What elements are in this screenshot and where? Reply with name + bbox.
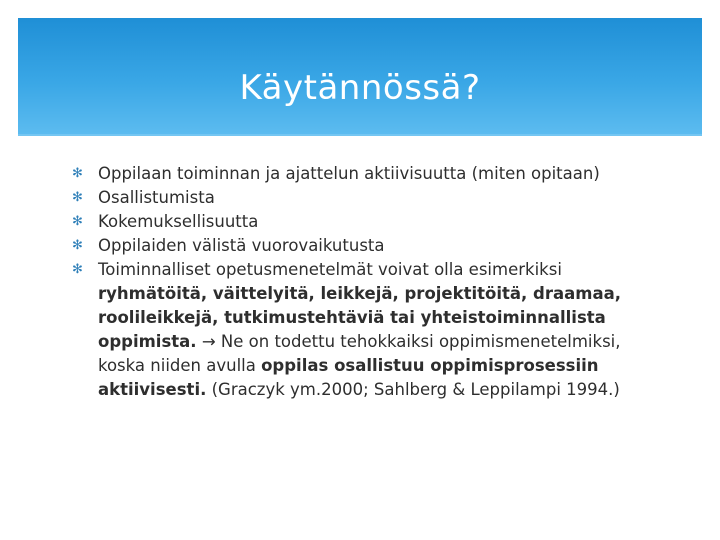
list-item [72,258,662,402]
asterisk-bullet-icon: ✻ [72,214,83,229]
asterisk-bullet-icon: ✻ [72,166,83,181]
list-item [72,234,662,258]
slide-content [72,162,662,402]
text-segment: Ne on todettu tehokkaiksi oppimismenetelmiksi, koska niiden avulla [98,332,621,375]
list-item [72,210,662,234]
arrow-right-icon: → [201,332,216,351]
bullet-text: Oppilaan toiminnan ja ajattelun aktiivisuutta (miten opitaan) [98,164,600,183]
bold-method-list: ryhmätöitä, väittelyitä, leikkejä, projektitöitä, draamaa, roolileikkejä, tutkimustehtäviä tai yhteistoiminnallista oppimista. [98,284,621,351]
bold-active-participation: oppilas osallistuu oppimisprosessiin aktiivisesti. [98,356,599,399]
title-banner [18,18,702,136]
slide-title: Käytännössä? [239,68,481,108]
bullet-list [72,162,662,402]
list-item [72,162,662,186]
bullet-text: Osallistumista [98,188,215,207]
asterisk-bullet-icon: ✻ [72,262,83,277]
asterisk-bullet-icon: ✻ [72,238,83,253]
list-item [72,186,662,210]
citation-text: (Graczyk ym.2000; Sahlberg & Leppilampi 1994.) [206,380,620,399]
text-segment: Toiminnalliset opetusmenetelmät voivat olla esimerkiksi [98,260,562,279]
bullet-text: Kokemuksellisuutta [98,212,259,231]
bullet-text [98,260,621,399]
bullet-text: Oppilaiden välistä vuorovaikutusta [98,236,385,255]
asterisk-bullet-icon: ✻ [72,190,83,205]
